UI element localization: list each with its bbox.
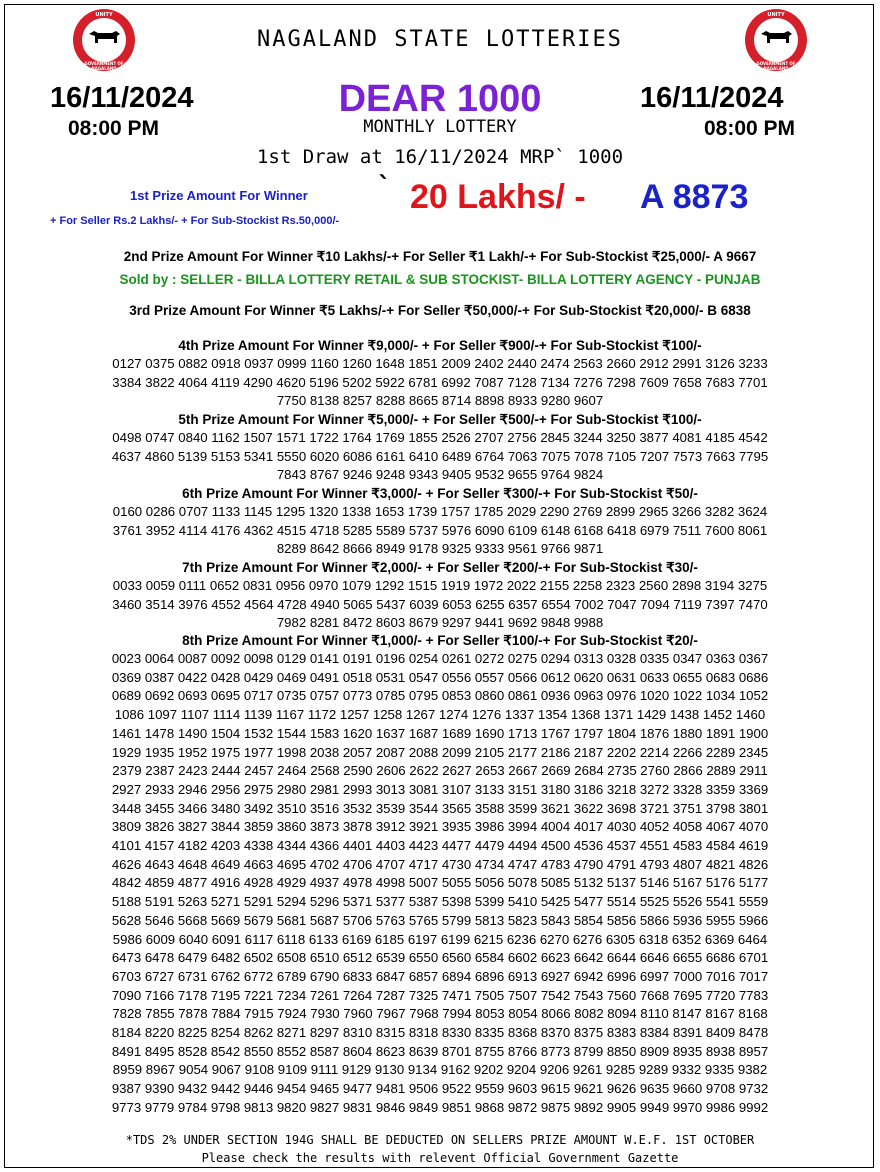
ticket-number-row: 0369 0387 0422 0428 0429 0469 0491 0518 0531 0547 0556 0557 0566 0612 0620 0631 0633 0655 0683 0686 xyxy=(111,669,769,685)
prize-section-heading: 7th Prize Amount For Winner ₹2,000/- + For Seller ₹200/-+ For Sub-Stockist ₹30/- xyxy=(182,560,698,575)
ticket-number-row: 3448 3455 3466 3480 3492 3510 3516 3532 3539 3544 3565 3588 3599 3621 3622 3698 3721 3751 3798 3801 xyxy=(111,800,769,816)
ticket-number-row: 8959 8967 9054 9067 9108 9109 9111 9129 9130 9134 9162 9202 9204 9206 9261 9285 9289 9332 9335 9382 xyxy=(112,1062,768,1078)
first-prize-sub: + For Seller Rs.2 Lakhs/- + For Sub-Stockist Rs.50,000/- xyxy=(50,215,340,227)
first-prize-label: 1st Prize Amount For Winner xyxy=(130,188,308,203)
draw-time-left: 08:00 PM xyxy=(68,117,160,140)
sold-by: Sold by : SELLER - BILLA LOTTERY RETAIL & SUB STOCKIST- BILLA LOTTERY AGENCY - PUNJAB xyxy=(119,272,761,287)
ticket-number-row: 7843 8767 9246 9248 9343 9405 9532 9655 9764 9824 xyxy=(276,467,604,483)
page-title: NAGALAND STATE LOTTERIES xyxy=(257,27,623,52)
ticket-number-row: 9387 9390 9432 9442 9446 9454 9465 9477 9481 9506 9522 9559 9603 9615 9621 9626 9635 9660 9708 9732 xyxy=(111,1081,769,1097)
ticket-number-row: 7828 7855 7878 7884 7915 7924 7930 7960 7967 7968 7994 8053 8054 8066 8082 8094 8110 8147 8167 8168 xyxy=(112,1006,768,1022)
lottery-name: DEAR 1000 xyxy=(338,78,542,120)
ticket-number-row: 3384 3822 4064 4119 4290 4620 5196 5202 5922 6781 6992 7087 7128 7134 7276 7298 7609 7658 7683 7701 xyxy=(112,374,768,390)
ticket-number-row: 1461 1478 1490 1504 1532 1544 1583 1620 1637 1687 1689 1690 1713 1767 1797 1804 1876 1880 1891 1900 xyxy=(111,725,769,741)
ticket-number-row: 8491 8495 8528 8542 8550 8552 8587 8604 8623 8639 8701 8755 8766 8773 8799 8850 8909 8935 8938 8957 xyxy=(111,1043,769,1059)
tds-note: *TDS 2% UNDER SECTION 194G SHALL BE DEDUCTED ON SELLERS PRIZE AMOUNT W.E.F. 1ST OCTOBER xyxy=(125,1133,755,1147)
ticket-number-row: 6473 6478 6479 6482 6502 6508 6510 6512 6539 6550 6560 6584 6602 6623 6642 6644 6646 6655 6686 6701 xyxy=(111,950,769,966)
ticket-number-row: 8184 8220 8225 8254 8262 8271 8297 8310 8315 8318 8330 8335 8368 8370 8375 8383 8384 8391 8409 8478 xyxy=(111,1025,769,1040)
second-prize: 2nd Prize Amount For Winner ₹10 Lakhs/-+ For Seller ₹1 Lakh/-+ For Sub-Stockist ₹25,000/- A 9667 xyxy=(123,249,757,264)
ticket-number-row: 4637 4860 5139 5153 5341 5550 6020 6086 6161 6410 6489 6764 7063 7075 7078 7105 7207 7573 7663 7795 xyxy=(111,448,769,464)
first-prize-ticket: A 8873 xyxy=(640,178,749,216)
seal-bottom-text: GOVERNMENT OF NAGALAND xyxy=(84,61,124,71)
ticket-number-row: 0023 0064 0087 0092 0098 0129 0141 0191 0196 0254 0261 0272 0275 0294 0313 0328 0335 0347 0363 0367 xyxy=(111,651,769,666)
ticket-number-row: 4101 4157 4182 4203 4338 4344 4366 4401 4403 4423 4477 4479 4494 4500 4536 4537 4551 4583 4584 4619 xyxy=(111,838,769,853)
seal-top-text: UNITY xyxy=(767,12,785,18)
ticket-number-row: 1929 1935 1952 1975 1977 1998 2038 2057 2087 2088 2099 2105 2177 2186 2187 2202 2214 2266 2289 2345 xyxy=(111,744,769,760)
ticket-number-row: 7090 7166 7178 7195 7221 7234 7261 7264 7287 7325 7471 7505 7507 7542 7543 7560 7668 7695 7720 7783 xyxy=(111,987,769,1003)
ticket-number-row: 0689 0692 0693 0695 0717 0735 0757 0773 0785 0795 0853 0860 0861 0936 0963 0976 1020 1022 1034 1052 xyxy=(111,688,769,704)
prize-section-heading: 5th Prize Amount For Winner ₹5,000/- + For Seller ₹500/-+ For Sub-Stockist ₹100/- xyxy=(178,412,702,427)
ticket-number-row: 6703 6727 6731 6762 6772 6789 6790 6833 6847 6857 6894 6896 6913 6927 6942 6996 6997 7000 7016 7017 xyxy=(111,968,769,984)
draw-info: 1st Draw at 16/11/2024 MRP` 1000 xyxy=(256,146,624,168)
ticket-number-row: 0127 0375 0882 0918 0937 0999 1160 1260 1648 1851 2009 2402 2440 2474 2563 2660 2912 2991 3126 3233 xyxy=(112,356,768,371)
third-prize: 3rd Prize Amount For Winner ₹5 Lakhs/-+ For Seller ₹50,000/-+ For Sub-Stockist ₹20,000/- B 6838 xyxy=(129,303,751,318)
ticket-number-row: 2379 2387 2423 2444 2457 2464 2568 2590 2606 2622 2627 2653 2667 2669 2684 2735 2760 2866 2889 2911 xyxy=(112,763,768,779)
ticket-number-row: 0498 0747 0840 1162 1507 1571 1722 1764 1769 1855 2526 2707 2756 2845 3244 3250 3877 4081 4185 4542 xyxy=(112,430,768,445)
lottery-type: MONTHLY LOTTERY xyxy=(363,117,517,137)
ticket-number-row: 5628 5646 5668 5669 5679 5681 5687 5706 5763 5765 5799 5813 5823 5843 5854 5856 5866 5936 5955 5966 xyxy=(111,912,769,928)
draw-date-right: 16/11/2024 xyxy=(640,82,784,114)
ticket-number-row: 9773 9779 9784 9798 9813 9820 9827 9831 9846 9849 9851 9868 9872 9875 9892 9905 9949 9970 9986 9992 xyxy=(111,1099,769,1115)
seal-top-text: UNITY xyxy=(95,12,113,18)
ticket-number-row: 0160 0286 0707 1133 1145 1295 1320 1338 1653 1739 1757 1785 2029 2290 2769 2899 2965 3266 3282 3624 xyxy=(112,504,768,519)
seal-bottom-text: GOVERNMENT OF NAGALAND xyxy=(756,61,796,71)
ticket-number-row: 4842 4859 4877 4916 4928 4929 4937 4978 4998 5007 5055 5056 5078 5085 5132 5137 5146 5167 5176 5177 xyxy=(111,875,769,891)
draw-time-right: 08:00 PM xyxy=(704,117,796,140)
ticket-number-row: 3460 3514 3976 4552 4564 4728 4940 5065 5437 6039 6053 6255 6357 6554 7002 7047 7094 7119 7397 7470 xyxy=(112,596,768,612)
draw-date-left: 16/11/2024 xyxy=(50,82,194,114)
ticket-number-row: 5188 5191 5263 5271 5291 5294 5296 5371 5377 5387 5398 5399 5410 5425 5477 5514 5525 5526 5541 5559 xyxy=(111,894,769,910)
ticket-number-row: 2927 2933 2946 2956 2975 2980 2981 2993 3013 3081 3107 3133 3151 3180 3186 3218 3272 3328 3359 3369 xyxy=(111,781,769,797)
ticket-number-row: 1086 1097 1107 1114 1139 1167 1172 1257 1258 1267 1274 1276 1337 1354 1368 1371 1429 1438 1452 1460 xyxy=(114,707,766,723)
ticket-number-row: 7750 8138 8257 8288 8665 8714 8898 8933 9280 9607 xyxy=(276,393,604,409)
first-prize-amount: 20 Lakhs/ - xyxy=(410,178,586,216)
ticket-number-row: 7982 8281 8472 8603 8679 9297 9441 9692 9848 9988 xyxy=(276,615,604,631)
ticket-number-row: 4626 4643 4648 4649 4663 4695 4702 4706 4707 4717 4730 4734 4747 4783 4790 4791 4793 4807 4821 4826 xyxy=(111,856,769,872)
ticket-number-row: 3809 3826 3827 3844 3859 3860 3873 3878 3912 3921 3935 3986 3994 4004 4017 4030 4052 4058 4067 4070 xyxy=(111,819,769,835)
ticket-number-row: 5986 6009 6040 6091 6117 6118 6133 6169 6185 6197 6199 6215 6236 6270 6276 6305 6318 6352 6369 6464 xyxy=(112,931,768,947)
ticket-number-row: 8289 8642 8666 8949 9178 9325 9333 9561 9766 9871 xyxy=(276,541,604,557)
rupee-tick: ` xyxy=(378,172,391,202)
ticket-number-row: 0033 0059 0111 0652 0831 0956 0970 1079 1292 1515 1919 1972 2022 2155 2258 2323 2560 2898 3194 3275 xyxy=(112,578,768,593)
prize-section-heading: 8th Prize Amount For Winner ₹1,000/- + For Seller ₹100/-+ For Sub-Stockist ₹20/- xyxy=(182,633,698,648)
prize-section-heading: 4th Prize Amount For Winner ₹9,000/- + For Seller ₹900/-+ For Sub-Stockist ₹100/- xyxy=(178,338,702,353)
gazette-note: Please check the results with relevent Official Government Gazette xyxy=(201,1151,679,1165)
ticket-number-row: 3761 3952 4114 4176 4362 4515 4718 5285 5589 5737 5976 6090 6109 6148 6168 6418 6979 7511 7600 8061 xyxy=(112,522,768,538)
prize-section-heading: 6th Prize Amount For Winner ₹3,000/- + For Seller ₹300/-+ For Sub-Stockist ₹50/- xyxy=(182,486,698,501)
